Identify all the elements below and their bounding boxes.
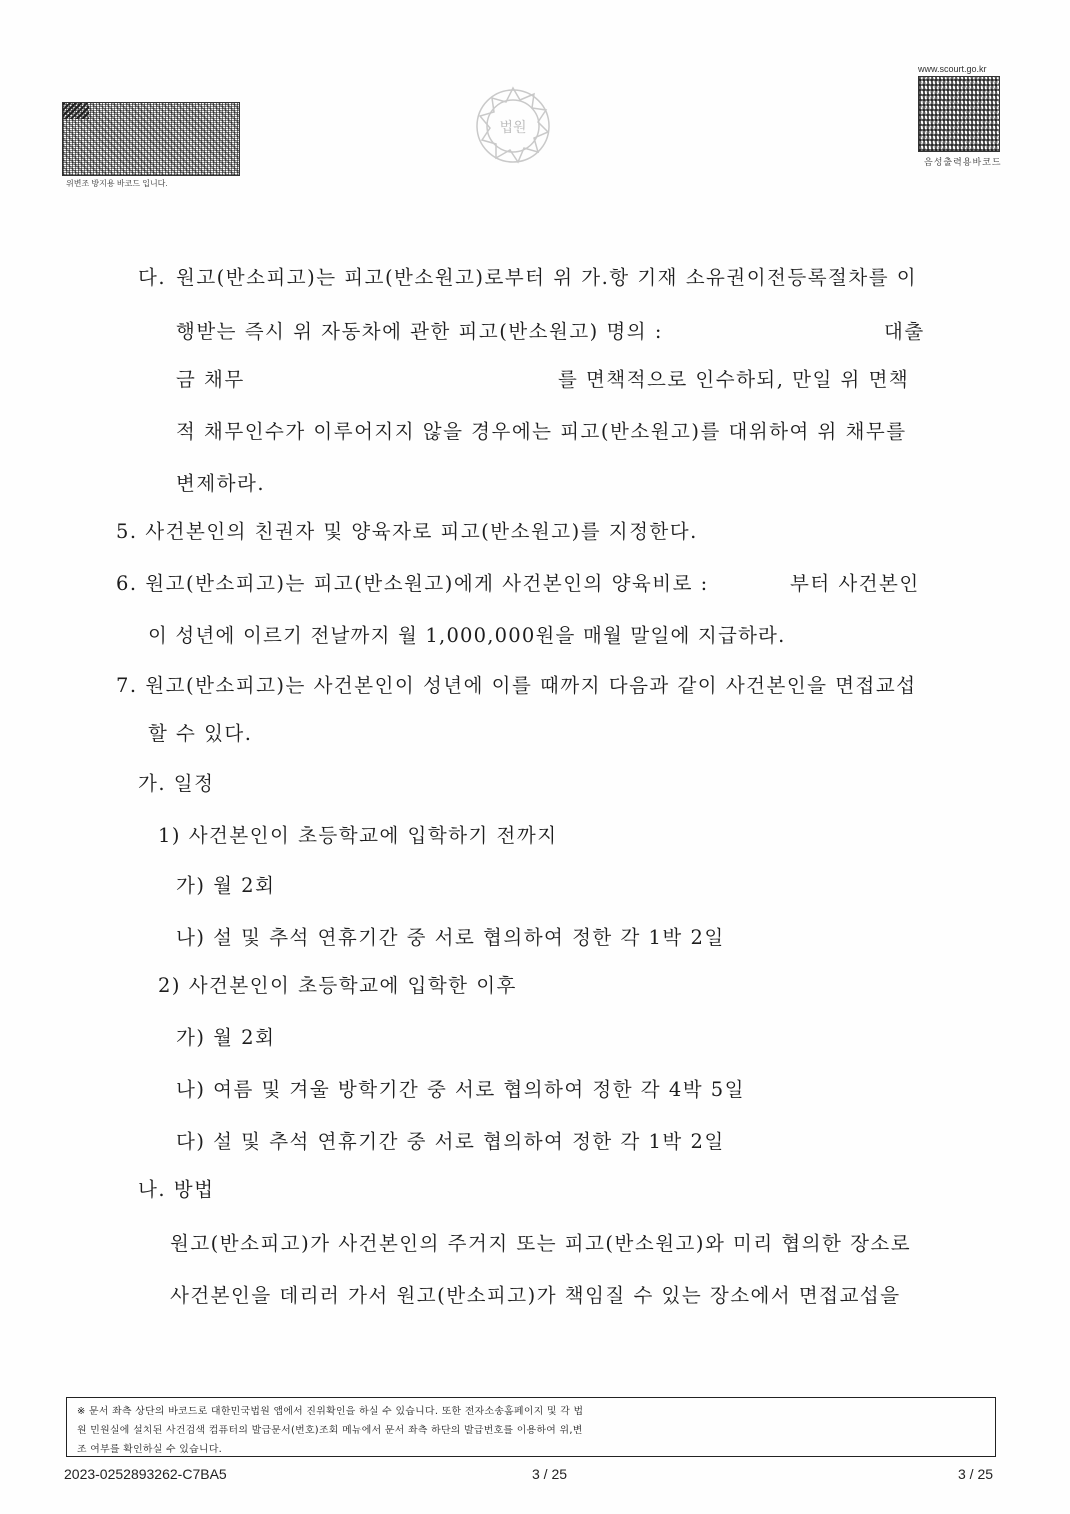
method-line-1: 원고(반소피고)가 사건본인의 주거지 또는 피고(반소원고)와 미리 협의한 장소로 — [170, 1232, 912, 1255]
barcode-corner-mark — [63, 103, 89, 119]
item-6-line-1-left: 6. 원고(반소피고)는 피고(반소원고)에게 사건본인의 양육비로 : — [116, 572, 709, 595]
schedule-2-item-a: 가) 월 2회 — [176, 1026, 276, 1049]
item-da-line-3-left: 금 채무 — [176, 368, 245, 391]
notice-line-2: 원 민원실에 설치된 사건검색 컴퓨터의 발급문서(번호)조회 메뉴에서 문서 좌측 하단의 발급번호를 이용하여 위,변 — [77, 1425, 583, 1436]
item-da-line-1-text: 원고(반소피고)는 피고(반소원고)로부터 위 가.항 기재 소유권이전등록절차를 이 — [176, 266, 918, 289]
item-6-line-2: 이 성년에 이르기 전날까지 월 1,000,000원을 매월 말일에 지급하라. — [148, 624, 786, 647]
notice-line-1: ※ 문서 좌측 상단의 바코드로 대한민국법원 앱에서 진위확인을 하실 수 있습니다. 또한 전자소송홈페이지 및 각 법 — [77, 1406, 584, 1417]
schedule-1-item-b: 나) 설 및 추석 연휴기간 중 서로 협의하여 정한 각 1박 2일 — [176, 926, 725, 949]
notice-line-3: 조 여부를 확인하실 수 있습니다. — [77, 1444, 223, 1455]
item-5: 5. 사건본인의 친권자 및 양육자로 피고(반소원고)를 지정한다. — [116, 520, 698, 543]
qr-caption: 음성출력용바코드 — [924, 157, 1002, 167]
item-da-label: 다. — [138, 266, 167, 289]
schedule-2-item-b: 나) 여름 및 겨울 방학기간 중 서로 협의하여 정한 각 4박 5일 — [176, 1078, 746, 1101]
verification-barcode — [62, 102, 240, 176]
item-da-line-2-left: 행받는 즉시 위 자동차에 관한 피고(반소원고) 명의 : — [176, 320, 663, 343]
authenticity-notice-box — [66, 1397, 996, 1457]
seal-text: 법원 — [499, 120, 527, 136]
barcode-caption: 위변조 방지용 바코드 입니다. — [66, 179, 168, 188]
item-6-line-1-right: 부터 사건본인 — [790, 572, 920, 595]
item-da-line-4: 적 채무인수가 이루어지지 않을 경우에는 피고(반소원고)를 대위하여 위 채무를 — [176, 420, 907, 443]
item-da-line-3-right: 를 면책적으로 인수하되, 만일 위 면책 — [558, 368, 910, 391]
item-7-line-1: 7. 원고(반소피고)는 사건본인이 성년에 이를 때까지 다음과 같이 사건본인을 면접교섭 — [116, 674, 917, 697]
schedule-2-title: 2) 사건본인이 초등학교에 입학한 이후 — [158, 974, 517, 997]
item-da-line-1 — [176, 262, 922, 290]
audio-output-qr-code — [918, 76, 1000, 152]
item-7-line-2: 할 수 있다. — [148, 722, 253, 745]
issuance-number: 2023-0252893262-C7BA5 — [64, 1466, 227, 1482]
method-line-2: 사건본인을 데리러 가서 원고(반소피고)가 책임질 수 있는 장소에서 면접교섭을 — [170, 1284, 901, 1307]
schedule-1-item-a: 가) 월 2회 — [176, 874, 276, 897]
method-heading: 나. 방법 — [138, 1178, 215, 1201]
court-website-url: www.scourt.go.kr — [918, 64, 987, 74]
court-seal-icon — [468, 82, 558, 172]
schedule-1-title: 1) 사건본인이 초등학교에 입학하기 전까지 — [158, 824, 558, 847]
schedule-2-item-c: 다) 설 및 추석 연휴기간 중 서로 협의하여 정한 각 1박 2일 — [176, 1130, 725, 1153]
item-da-line-2-right: 대출 — [884, 320, 925, 343]
item-da-line-5: 변제하라. — [176, 472, 266, 495]
page-number-right: 3 / 25 — [958, 1466, 994, 1482]
page-number-center: 3 / 25 — [532, 1466, 568, 1482]
schedule-heading: 가. 일정 — [138, 772, 215, 795]
